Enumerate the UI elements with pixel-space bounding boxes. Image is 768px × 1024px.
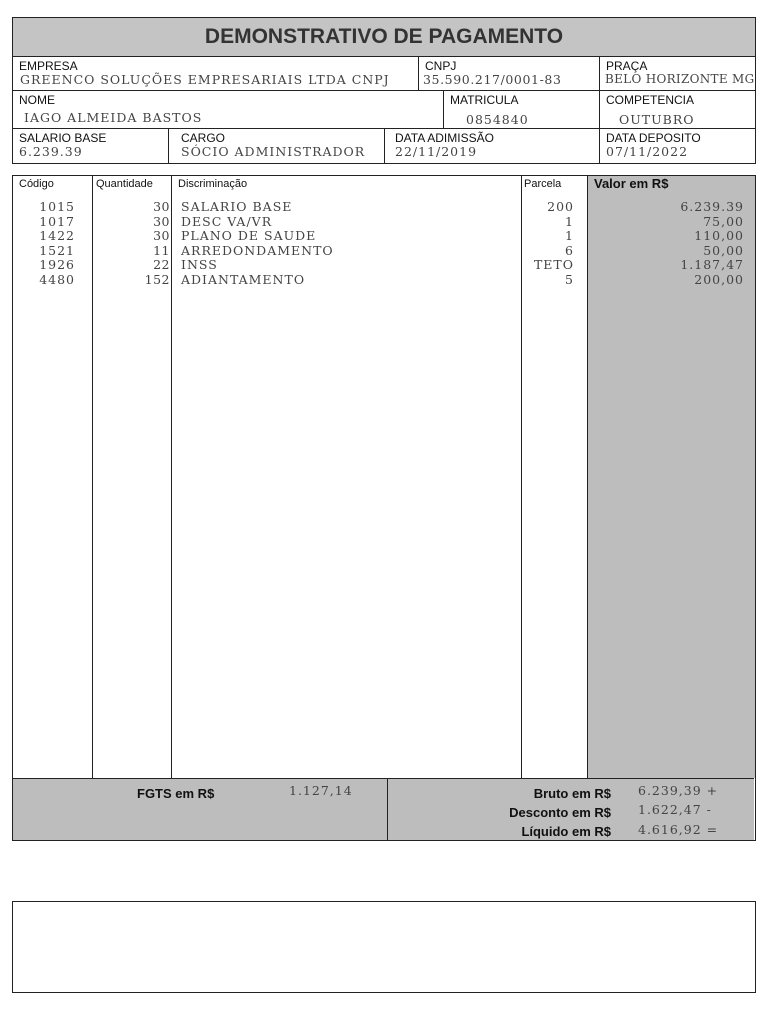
- table-cell-valor: 50,00: [703, 242, 744, 258]
- empresa-cell: [12, 56, 419, 91]
- salario-base-value: 6.239.39: [19, 144, 83, 159]
- cnpj-cell: [418, 56, 600, 91]
- liquido-value: 4.616,92 =: [638, 822, 719, 837]
- bruto-value: 6.239,39 +: [638, 783, 719, 798]
- bruto-label: Bruto em R$: [533, 786, 611, 801]
- matricula-label: MATRICULA: [450, 93, 519, 107]
- discriminacao-header: Discriminação: [178, 178, 248, 190]
- parcela-header: Parcela: [524, 178, 562, 190]
- table-cell-quantidade: 22: [153, 257, 170, 273]
- competencia-value: OUTUBRO: [619, 112, 695, 127]
- salario-base-cell: [12, 128, 169, 164]
- table-cell-quantidade: 30: [153, 199, 170, 214]
- table-cell-valor: 1.187,47: [680, 257, 744, 273]
- table-cell-discriminacao: DESC VA/VR: [181, 213, 273, 229]
- table-cell-quantidade: 11: [153, 242, 170, 258]
- table-cell-codigo: 1521: [39, 242, 75, 258]
- admissao-cell: [384, 128, 600, 164]
- footer-divider: [387, 779, 388, 840]
- praca-cell: [599, 56, 756, 91]
- table-cell-codigo: 4480: [39, 271, 75, 287]
- salario-base-label: SALARIO BASE: [19, 131, 107, 145]
- nome-label: NOME: [19, 93, 55, 107]
- signature-box: [12, 901, 756, 993]
- table-cell-valor: 110,00: [694, 228, 744, 244]
- empresa-label: EMPRESA: [19, 59, 78, 73]
- table-cell-discriminacao: ADIANTAMENTO: [181, 271, 306, 287]
- liquido-label: Líquido em R$: [521, 824, 611, 839]
- table-cell-codigo: 1017: [39, 213, 75, 229]
- page-title: DEMONSTRATIVO DE PAGAMENTO: [12, 17, 756, 57]
- fgts-value: 1.127,14: [289, 783, 353, 798]
- cnpj-value: 35.590.217/0001-83: [423, 72, 562, 87]
- nome-cell: [12, 90, 444, 129]
- admissao-value: 22/11/2019: [395, 144, 478, 159]
- table-cell-quantidade: 30: [153, 213, 170, 229]
- table-cell-valor: 200,00: [694, 271, 744, 287]
- items-table: [12, 175, 756, 841]
- table-cell-valor: 75,00: [703, 213, 744, 229]
- table-cell-codigo: 1422: [39, 228, 75, 244]
- desconto-label: Desconto em R$: [509, 805, 611, 820]
- desconto-value: 1.622,47 -: [638, 802, 712, 817]
- table-cell-discriminacao: SALARIO BASE: [181, 199, 293, 214]
- quantidade-header: Quantidade: [96, 178, 153, 190]
- table-cell-quantidade: 30: [153, 228, 170, 244]
- table-cell-parcela: 200: [547, 199, 574, 214]
- table-cell-valor: 6.239.39: [680, 199, 744, 214]
- cargo-cell: [168, 128, 385, 164]
- deposito-label: DATA DEPOSITO: [606, 131, 701, 145]
- nome-value: IAGO ALMEIDA BASTOS: [24, 110, 203, 125]
- codigo-header: Código: [19, 178, 54, 190]
- table-cell-parcela: TETO: [533, 257, 574, 273]
- praca-value: BELO HORIZONTE MG: [605, 72, 755, 86]
- totals-footer: [13, 778, 754, 840]
- cargo-label: CARGO: [181, 131, 226, 145]
- deposito-cell: [599, 128, 756, 164]
- praca-label: PRAÇA: [606, 59, 648, 73]
- deposito-value: 07/11/2022: [606, 144, 689, 159]
- table-cell-parcela: 1: [565, 213, 574, 229]
- table-cell-discriminacao: ARREDONDAMENTO: [181, 242, 334, 258]
- fgts-label: FGTS em R$: [137, 786, 215, 801]
- table-cell-parcela: 6: [565, 242, 574, 258]
- admissao-label: DATA ADIMISSÃO: [395, 131, 494, 145]
- table-cell-discriminacao: INSS: [181, 257, 218, 273]
- cnpj-label: CNPJ: [425, 59, 457, 73]
- competencia-label: COMPETENCIA: [606, 93, 695, 107]
- table-cell-discriminacao: PLANO DE SAUDE: [181, 228, 317, 244]
- empresa-value: GREENCO SOLUÇÕES EMPRESARIAIS LTDA CNPJ: [20, 72, 390, 87]
- competencia-cell: [599, 90, 756, 129]
- cargo-value: SÓCIO ADMINISTRADOR: [181, 144, 366, 159]
- matricula-cell: [443, 90, 600, 129]
- table-cell-codigo: 1926: [39, 257, 75, 273]
- table-cell-codigo: 1015: [39, 199, 75, 214]
- matricula-value: 0854840: [466, 112, 529, 127]
- valor-header: Valor em R$: [594, 176, 669, 191]
- table-cell-quantidade: 152: [144, 271, 170, 287]
- table-cell-parcela: 1: [565, 228, 574, 244]
- table-cell-parcela: 5: [565, 271, 574, 287]
